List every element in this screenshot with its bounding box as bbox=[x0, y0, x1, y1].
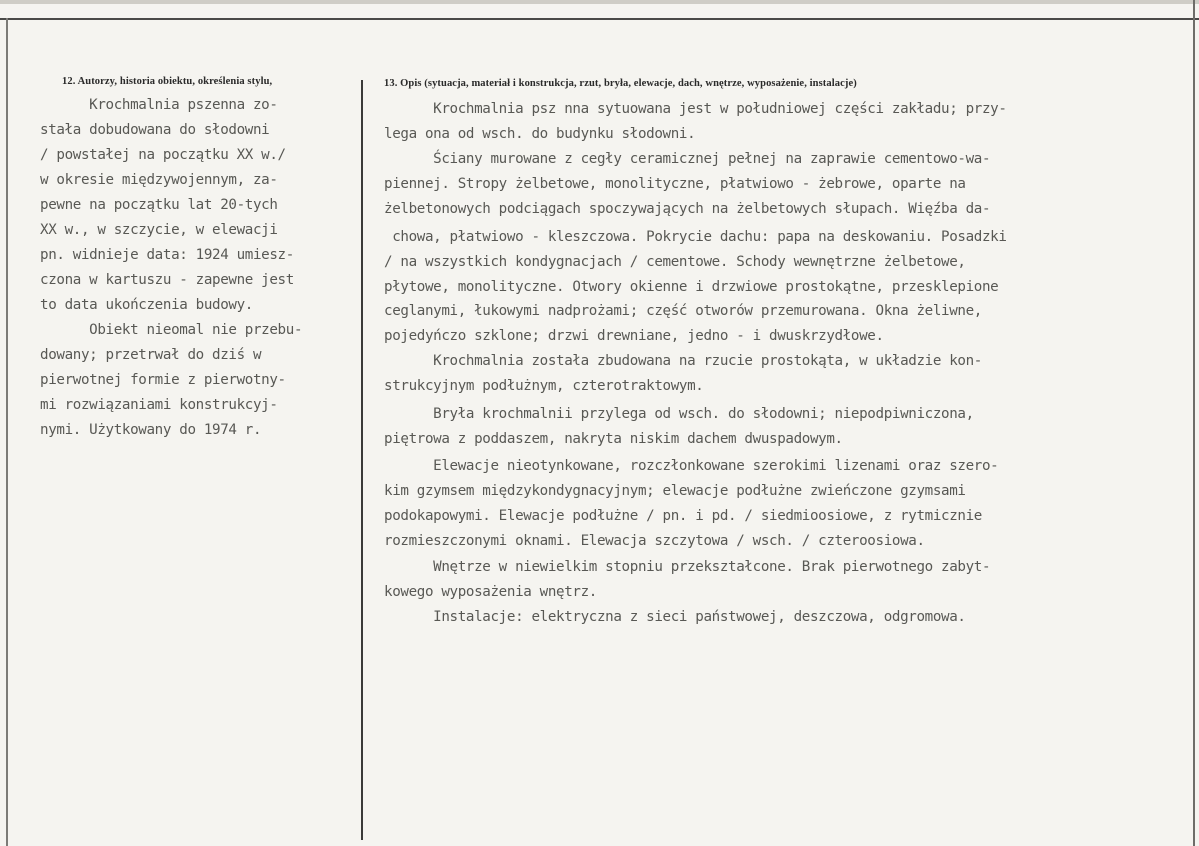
text-line: podokapowymi. Elewacje podłużne / pn. i pd. / siedmioosiowe, z rytmicznie bbox=[384, 508, 982, 524]
text-line: rozmieszczonymi oknami. Elewacja szczytowa / wsch. / czteroosiowa. bbox=[384, 533, 925, 549]
text-line: strukcyjnym podłużnym, czterotraktowym. bbox=[384, 378, 704, 394]
text-line: Instalacje: elektryczna z sieci państwowej, deszczowa, odgromowa. bbox=[384, 609, 966, 625]
text-line: / powstałej na początku XX w./ bbox=[40, 147, 286, 163]
form-left-rule bbox=[6, 18, 8, 846]
text-line: to data ukończenia budowy. bbox=[40, 297, 253, 313]
text-line: Ściany murowane z cegły ceramicznej pełnej na zaprawie cementowo-wa- bbox=[384, 151, 991, 167]
section-13-heading: 13. Opis (sytuacja, materiał i konstrukcja, rzut, bryła, elewacje, dach, wnętrze, wyposażenie, instalacje) bbox=[384, 78, 857, 89]
text-line: Obiekt nieomal nie przebu- bbox=[40, 322, 303, 338]
text-line: pn. widnieje data: 1924 umiesz- bbox=[40, 247, 294, 263]
text-line: nymi. Użytkowany do 1974 r. bbox=[40, 422, 262, 438]
text-line: pojedyńczo szklone; drzwi drewniane, jedno - i dwuskrzydłowe. bbox=[384, 328, 884, 344]
text-line: płytowe, monolityczne. Otwory okienne i drzwiowe prostokątne, przesklepione bbox=[384, 279, 999, 295]
text-line: lega ona od wsch. do budynku słodowni. bbox=[384, 126, 696, 142]
text-line: żelbetonowych podciągach spoczywających na żelbetowych słupach. Więźba da- bbox=[384, 201, 991, 217]
text-line: piętrowa z poddaszem, nakryta niskim dachem dwuspadowym. bbox=[384, 431, 843, 447]
top-border bbox=[0, 0, 1199, 4]
text-line: Krochmalnia psz nna sytuowana jest w południowej części zakładu; przy- bbox=[384, 101, 1007, 117]
text-line: dowany; przetrwał do dziś w bbox=[40, 347, 262, 363]
text-line: stała dobudowana do słodowni bbox=[40, 122, 270, 138]
text-line: Krochmalnia pszenna zo- bbox=[40, 97, 278, 113]
text-line: ceglanymi, łukowymi nadprożami; część otworów przemurowana. Okna żeliwne, bbox=[384, 303, 982, 319]
text-line: w okresie międzywojennym, za- bbox=[40, 172, 278, 188]
text-line: pierwotnej formie z pierwotny- bbox=[40, 372, 286, 388]
text-line: Wnętrze w niewielkim stopniu przekształcone. Brak pierwotnego zabyt- bbox=[384, 559, 991, 575]
text-line: Bryła krochmalnii przylega od wsch. do słodowni; niepodpiwniczona, bbox=[384, 406, 974, 422]
form-right-rule bbox=[1193, 0, 1195, 846]
column-divider bbox=[361, 80, 363, 840]
text-line: mi rozwiązaniami konstrukcyj- bbox=[40, 397, 278, 413]
text-line: czona w kartuszu - zapewne jest bbox=[40, 272, 294, 288]
text-line: / na wszystkich kondygnacjach / cementowe. Schody wewnętrzne żelbetowe, bbox=[384, 254, 966, 270]
text-line: chowa, płatwiowo - kleszczowa. Pokrycie dachu: papa na deskowaniu. Posadzki bbox=[384, 229, 1007, 245]
text-line: kowego wyposażenia wnętrz. bbox=[384, 584, 597, 600]
text-line: piennej. Stropy żelbetowe, monolityczne, płatwiowo - żebrowe, oparte na bbox=[384, 176, 966, 192]
text-line: kim gzymsem międzykondygnacyjnym; elewacje podłużne zwieńczone gzymsami bbox=[384, 483, 966, 499]
form-top-rule bbox=[0, 18, 1199, 20]
section-12-heading: 12. Autorzy, historia obiektu, określenia stylu, bbox=[62, 76, 273, 87]
text-line: pewne na początku lat 20-tych bbox=[40, 197, 278, 213]
text-line: Krochmalnia została zbudowana na rzucie prostokąta, w układzie kon- bbox=[384, 353, 982, 369]
text-line: Elewacje nieotynkowane, rozczłonkowane szerokimi lizenami oraz szero- bbox=[384, 458, 999, 474]
text-line: XX w., w szczycie, w elewacji bbox=[40, 222, 278, 238]
